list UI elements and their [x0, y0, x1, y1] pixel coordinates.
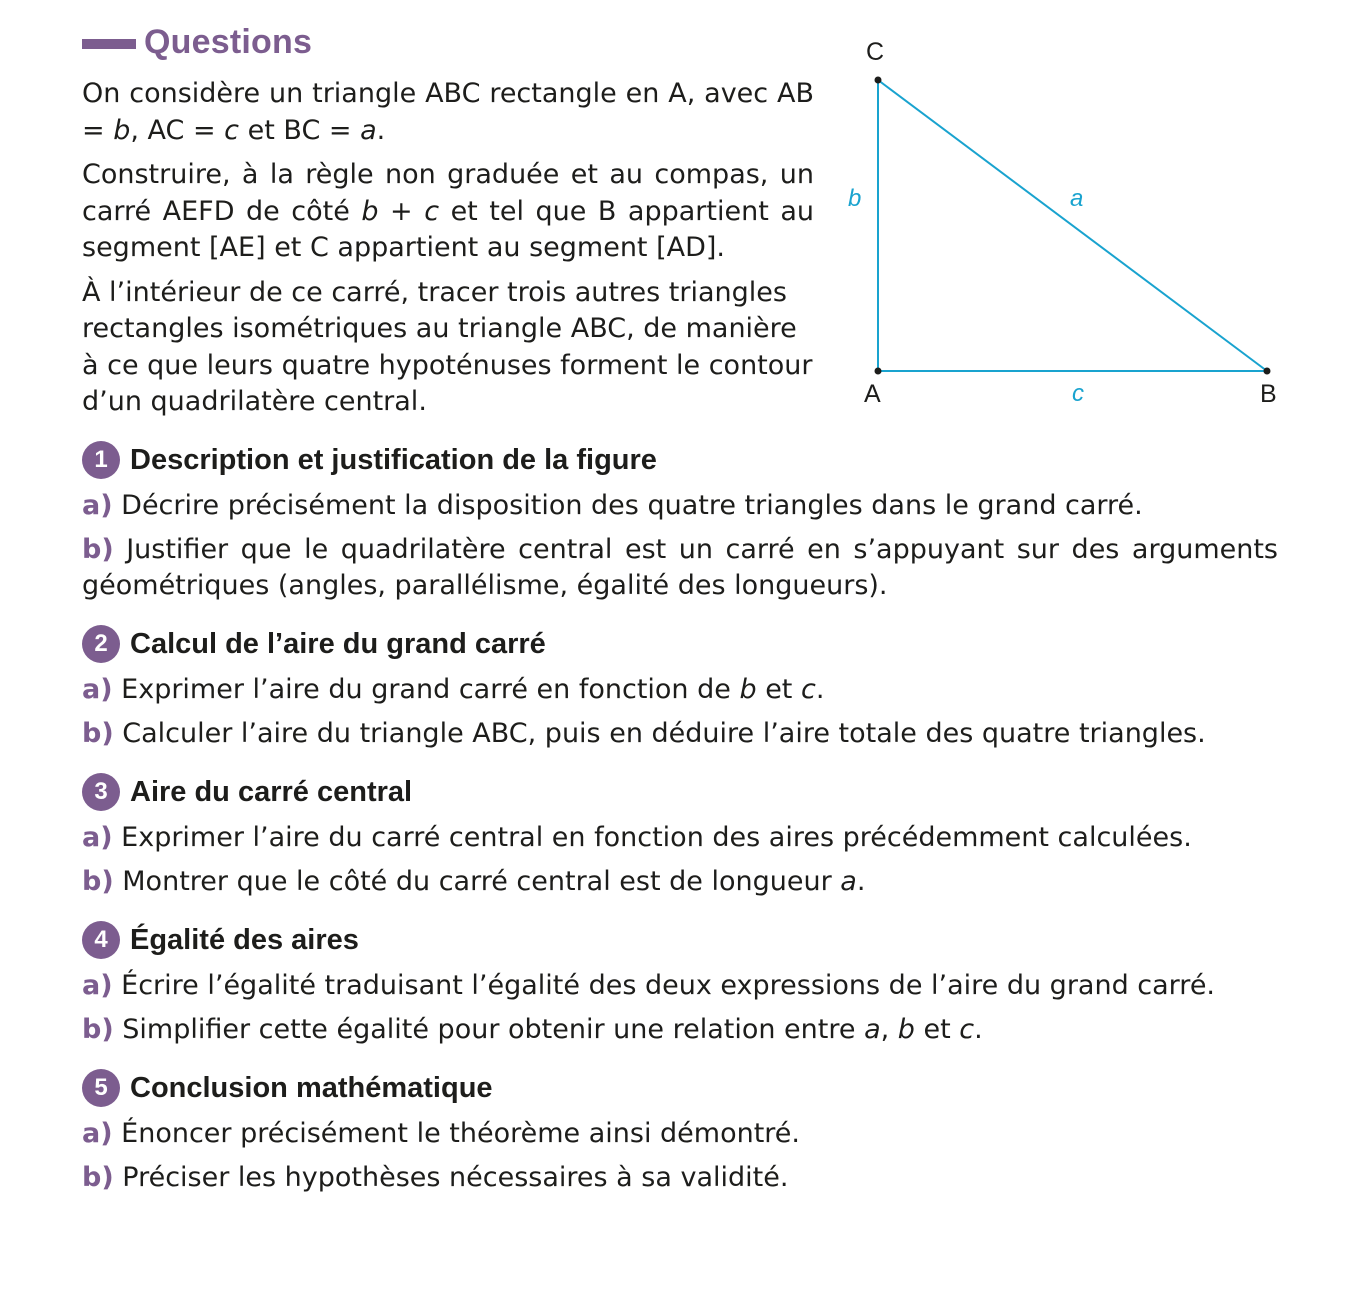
section-number-badge: 4	[82, 921, 120, 959]
question-text: Montrer que le côté du carré central est de longueur	[122, 866, 841, 897]
side-c-label: c	[1072, 380, 1084, 407]
intro-p2-text-a: Construire, à la règle non graduée et au compas, un carré AEFD de côté	[82, 159, 814, 227]
question-section	[82, 770, 1282, 900]
section-heading	[82, 20, 312, 64]
point-b-label: B	[1260, 380, 1277, 408]
section-number-badge: 2	[82, 625, 120, 663]
question-text: Exprimer l’aire du grand carré en fonction de	[121, 674, 740, 705]
question-text: ,	[880, 1014, 898, 1045]
section-header	[82, 918, 1282, 962]
section-number-badge: 5	[82, 1069, 120, 1107]
question-item	[82, 716, 1282, 752]
question-letter: a)	[82, 674, 113, 705]
point-b-dot	[1264, 368, 1271, 375]
question-var: a	[864, 1014, 881, 1045]
question-text: .	[974, 1014, 983, 1045]
intro-p1-text-a: On considère un triangle ABC rectangle en A, avec AB =	[82, 78, 814, 146]
section-title: Calcul de l’aire du grand carré	[130, 627, 546, 660]
question-var: a	[840, 866, 857, 897]
question-item	[82, 1116, 1282, 1152]
question-item	[82, 488, 1282, 524]
section-title: Description et justification de la figure	[130, 443, 657, 476]
intro-p1-var-c: c	[224, 114, 240, 146]
intro-text	[82, 76, 814, 429]
question-letter: b)	[82, 534, 114, 565]
question-section	[82, 622, 1282, 752]
triangle-figure	[830, 30, 1310, 430]
question-letter: a)	[82, 490, 113, 521]
question-var: c	[959, 1014, 975, 1045]
question-text: Calculer l’aire du triangle ABC, puis en déduire l’aire totale des quatre triangles.	[122, 718, 1206, 749]
question-text: et	[756, 674, 801, 705]
question-letter: a)	[82, 970, 113, 1001]
question-var: b	[897, 1014, 915, 1045]
triangle-svg	[830, 30, 1310, 430]
section-title: Égalité des aires	[130, 923, 359, 956]
point-a-dot	[875, 368, 882, 375]
question-text: .	[815, 674, 825, 705]
intro-p1-var-a: a	[360, 114, 377, 146]
intro-paragraph-1	[82, 76, 814, 149]
page-title: Questions	[144, 22, 313, 61]
question-letter: b)	[82, 866, 114, 897]
point-c-label: C	[866, 38, 885, 66]
question-text: Décrire précisément la disposition des quatre triangles dans le grand carré.	[121, 490, 1143, 521]
section-header	[82, 622, 1282, 666]
intro-p1-text-e: et BC =	[239, 114, 361, 146]
question-item	[82, 1012, 1282, 1048]
question-var: b	[739, 674, 757, 705]
question-letter: b)	[82, 1014, 114, 1045]
question-letter: a)	[82, 822, 113, 853]
question-section	[82, 918, 1282, 1048]
question-text: Écrire l’égalité traduisant l’égalité des deux expressions de l’aire du grand carré.	[121, 970, 1216, 1001]
intro-p1-text-g: .	[376, 114, 386, 146]
question-item	[82, 672, 1282, 708]
question-text: Simplifier cette égalité pour obtenir une relation entre	[122, 1014, 865, 1045]
intro-p2-text-c: et tel que B appartient au segment [AE] et C appartient au segment [AD].	[82, 195, 814, 263]
question-letter: b)	[82, 718, 114, 749]
section-header	[82, 438, 1282, 482]
intro-paragraph-3: À l’intérieur de ce carré, tracer trois autres triangles rectangles isométriques au triangle ABC, de manière à ce que leurs quatre hypoténuses forment le contour d’un quadrilatère central.	[82, 276, 813, 417]
side-a-label: a	[1070, 185, 1084, 212]
question-section	[82, 1066, 1282, 1196]
question-text: .	[856, 866, 866, 897]
question-item	[82, 968, 1282, 1004]
point-c-dot	[875, 77, 882, 84]
question-item	[82, 820, 1282, 856]
question-var: c	[800, 674, 816, 705]
intro-p1-text-c: , AC =	[130, 114, 225, 146]
question-letter: b)	[82, 1162, 114, 1193]
question-text: et	[914, 1014, 960, 1045]
section-header	[82, 770, 1282, 814]
question-item	[82, 532, 1278, 604]
side-a-line	[878, 80, 1267, 371]
intro-p1-var-b: b	[113, 114, 131, 146]
question-section	[82, 438, 1282, 604]
question-letter: a)	[82, 1118, 113, 1149]
section-number-badge: 3	[82, 773, 120, 811]
question-sections	[82, 438, 1282, 1196]
heading-bar-decoration	[82, 39, 136, 49]
section-title: Conclusion mathématique	[130, 1071, 493, 1104]
question-text: Exprimer l’aire du carré central en fonction des aires précédemment calculées.	[121, 822, 1192, 853]
question-text: Préciser les hypothèses nécessaires à sa validité.	[122, 1162, 789, 1193]
section-number-badge: 1	[82, 441, 120, 479]
section-title: Aire du carré central	[130, 775, 413, 808]
section-header	[82, 1066, 1282, 1110]
question-text: Justifier que le quadrilatère central est un carré en s’appuyant sur des arguments géométriques (angles, parallélisme, égalité des longueurs).	[82, 534, 1278, 601]
intro-p2-var-bc: b + c	[361, 195, 440, 227]
point-a-label: A	[864, 380, 881, 408]
question-item	[82, 1160, 1282, 1196]
question-text: Énoncer précisément le théorème ainsi démontré.	[121, 1118, 800, 1149]
intro-paragraph-2	[82, 157, 814, 267]
question-item	[82, 864, 1282, 900]
side-b-label: b	[848, 185, 862, 212]
